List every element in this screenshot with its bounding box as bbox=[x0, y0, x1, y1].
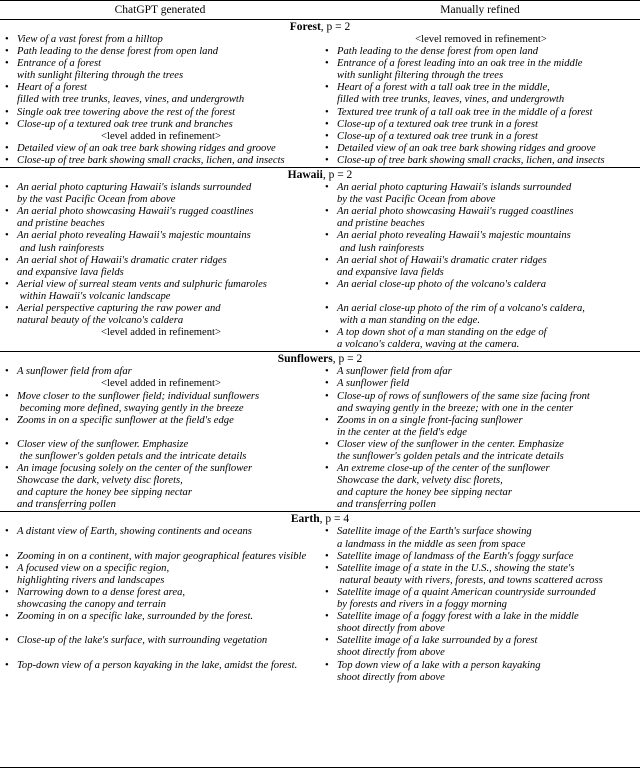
bullet-icon: • bbox=[325, 327, 329, 339]
table-row bbox=[0, 303, 640, 327]
bullet-icon: • bbox=[325, 390, 329, 402]
bullet-icon: • bbox=[325, 635, 329, 647]
prompt-text: Path leading to the dense forest from open land bbox=[17, 46, 219, 58]
bullet-icon: • bbox=[325, 118, 329, 130]
left-cell bbox=[0, 206, 320, 230]
prompt-text: Close-up of a textured oak tree trunk in a forest bbox=[337, 118, 538, 130]
left-cell bbox=[0, 82, 320, 106]
left-cell bbox=[0, 415, 320, 439]
prompt-text: Close-up of a textured oak tree trunk in a forest bbox=[337, 130, 538, 142]
left-cell bbox=[0, 58, 320, 82]
bullet-icon: • bbox=[5, 550, 9, 562]
left-cell bbox=[0, 279, 320, 303]
prompt-text: Heart of a forest filled with tree trunks, leaves, vines, and undergrowth bbox=[17, 82, 245, 106]
bullet-icon: • bbox=[5, 526, 9, 538]
bullet-icon: • bbox=[325, 130, 329, 142]
right-cell bbox=[320, 366, 640, 378]
bullet-icon: • bbox=[325, 230, 329, 242]
section-title bbox=[0, 512, 640, 526]
prompt-text: An aerial shot of Hawaii's dramatic crater ridges and expansive lava fields bbox=[17, 254, 227, 278]
level-note: <level added in refinement> bbox=[101, 130, 221, 142]
left-cell bbox=[0, 46, 320, 58]
left-cell bbox=[0, 587, 320, 611]
table-row bbox=[0, 366, 640, 378]
right-cell bbox=[320, 563, 640, 587]
prompt-text: A focused view on a specific region, highlighting rivers and landscapes bbox=[17, 562, 170, 586]
bullet-icon: • bbox=[5, 635, 9, 647]
bullet-icon: • bbox=[5, 390, 9, 402]
left-cell bbox=[0, 439, 320, 463]
right-cell bbox=[320, 660, 640, 684]
table-row bbox=[0, 279, 640, 303]
right-cell bbox=[320, 526, 640, 550]
left-cell bbox=[0, 303, 320, 327]
section-p-value: , p = 2 bbox=[320, 21, 351, 33]
prompt-text: Zooming in on a specific lake, surrounded by the forest. bbox=[17, 611, 254, 623]
prompt-text: An aerial close-up photo of the volcano's caldera bbox=[337, 278, 547, 290]
bullet-icon: • bbox=[325, 366, 329, 378]
left-cell bbox=[0, 155, 320, 167]
prompt-text: An aerial shot of Hawaii's dramatic crater ridges and expansive lava fields bbox=[337, 254, 547, 278]
left-cell bbox=[0, 463, 320, 511]
section-name: Earth bbox=[290, 513, 320, 526]
bullet-icon: • bbox=[325, 550, 329, 562]
right-cell bbox=[320, 378, 640, 390]
bullet-icon: • bbox=[5, 366, 9, 378]
prompt-text: Single oak tree towering above the rest of the forest bbox=[17, 106, 236, 118]
table-header bbox=[0, 1, 640, 20]
right-cell bbox=[320, 143, 640, 155]
bullet-icon: • bbox=[5, 154, 9, 166]
prompt-text: Zooming in on a continent, with major geographical features visible bbox=[17, 550, 307, 562]
right-cell bbox=[320, 230, 640, 254]
right-cell bbox=[320, 415, 640, 439]
bullet-icon: • bbox=[325, 562, 329, 574]
bullet-icon: • bbox=[325, 586, 329, 598]
right-cell bbox=[320, 46, 640, 58]
left-cell bbox=[0, 119, 320, 131]
bullet-icon: • bbox=[325, 154, 329, 166]
table-row bbox=[0, 378, 640, 390]
bullet-icon: • bbox=[5, 58, 9, 70]
right-cell bbox=[320, 279, 640, 303]
table-row bbox=[0, 563, 640, 587]
right-cell bbox=[320, 551, 640, 563]
prompt-text: Close-up of a textured oak tree trunk and branches bbox=[17, 118, 233, 130]
right-cell bbox=[320, 391, 640, 415]
header-right: Manually refined bbox=[440, 4, 520, 16]
bullet-icon: • bbox=[325, 438, 329, 450]
right-cell bbox=[320, 182, 640, 206]
right-cell bbox=[320, 327, 640, 351]
prompt-text: Satellite image of a foggy forest with a lake in the middle shoot directly from above bbox=[337, 611, 579, 635]
prompt-text: Satellite image of a state in the U.S., showing the state's natural beauty with rivers, forests, and towns scattered across bbox=[337, 562, 603, 586]
bullet-icon: • bbox=[325, 302, 329, 314]
left-cell bbox=[0, 107, 320, 119]
bullet-icon: • bbox=[325, 142, 329, 154]
header-left: ChatGPT generated bbox=[114, 4, 206, 16]
section-hawaii bbox=[0, 167, 640, 351]
prompt-text: Close-up of tree bark showing small cracks, lichen, and insects bbox=[337, 154, 605, 166]
bullet-icon: • bbox=[325, 278, 329, 290]
left-cell bbox=[0, 34, 320, 46]
prompt-text: Zooms in on a specific sunflower at the field's edge bbox=[17, 414, 234, 426]
prompt-text: Textured tree trunk of a tall oak tree in the middle of a forest bbox=[337, 106, 593, 118]
bullet-icon: • bbox=[325, 526, 329, 538]
bullet-icon: • bbox=[325, 254, 329, 266]
left-cell bbox=[0, 366, 320, 378]
prompt-text: Path leading to the dense forest from open land bbox=[337, 46, 539, 58]
bullet-icon: • bbox=[5, 182, 9, 194]
bullet-icon: • bbox=[325, 58, 329, 70]
table-row bbox=[0, 131, 640, 143]
table-row bbox=[0, 611, 640, 635]
level-note: <level added in refinement> bbox=[101, 378, 221, 390]
right-cell bbox=[320, 439, 640, 463]
bullet-icon: • bbox=[325, 46, 329, 58]
section-sunflowers bbox=[0, 351, 640, 511]
left-cell bbox=[0, 526, 320, 550]
bullet-icon: • bbox=[5, 206, 9, 218]
table-row bbox=[0, 551, 640, 563]
level-note: <level removed in refinement> bbox=[415, 34, 547, 45]
prompt-text: Close-up of the lake's surface, with surrounding vegetation bbox=[17, 635, 268, 647]
table-row bbox=[0, 155, 640, 167]
left-cell bbox=[0, 660, 320, 684]
section-earth bbox=[0, 511, 640, 683]
right-cell bbox=[320, 119, 640, 131]
bullet-icon: • bbox=[325, 611, 329, 623]
bullet-icon: • bbox=[5, 463, 9, 475]
bullet-icon: • bbox=[5, 230, 9, 242]
bullet-icon: • bbox=[5, 82, 9, 94]
prompt-text: A distant view of Earth, showing continents and oceans bbox=[17, 526, 252, 538]
bullet-icon: • bbox=[325, 182, 329, 194]
prompt-text: Satellite image of the Earth's surface showing a landmass in the middle as seen from space bbox=[337, 526, 532, 550]
table-row bbox=[0, 230, 640, 254]
section-name: Hawaii bbox=[287, 169, 323, 182]
prompt-text: An aerial photo revealing Hawaii's majestic mountains and lush rainforests bbox=[17, 230, 251, 254]
table-row bbox=[0, 635, 640, 659]
prompt-text: An aerial photo revealing Hawaii's majestic mountains and lush rainforests bbox=[337, 230, 571, 254]
right-cell bbox=[320, 34, 640, 46]
section-name: Sunflowers bbox=[277, 353, 333, 366]
prompt-text: A sunflower field from afar bbox=[337, 366, 452, 378]
table-row bbox=[0, 327, 640, 351]
table-row bbox=[0, 34, 640, 46]
prompt-text: Top-down view of a person kayaking in the lake, amidst the forest. bbox=[17, 659, 298, 671]
bullet-icon: • bbox=[5, 254, 9, 266]
right-cell bbox=[320, 635, 640, 659]
table-row bbox=[0, 206, 640, 230]
left-cell bbox=[0, 255, 320, 279]
bullet-icon: • bbox=[5, 34, 9, 45]
right-cell bbox=[320, 255, 640, 279]
table-row bbox=[0, 415, 640, 439]
section-forest bbox=[0, 20, 640, 167]
bullet-icon: • bbox=[325, 659, 329, 671]
left-cell bbox=[0, 327, 320, 351]
right-cell bbox=[320, 107, 640, 119]
bullet-icon: • bbox=[325, 206, 329, 218]
bullet-icon: • bbox=[5, 438, 9, 450]
table-row bbox=[0, 46, 640, 58]
section-title bbox=[0, 352, 640, 366]
left-cell bbox=[0, 611, 320, 635]
table-body bbox=[0, 20, 640, 684]
table-row bbox=[0, 119, 640, 131]
prompt-text: An aerial photo capturing Hawaii's islands surrounded by the vast Pacific Ocean from above bbox=[337, 182, 572, 206]
level-note: <level added in refinement> bbox=[101, 327, 221, 339]
table-row bbox=[0, 391, 640, 415]
prompt-text: Satellite image of landmass of the Earth's foggy surface bbox=[337, 550, 574, 562]
prompt-text: Closer view of the sunflower. Emphasize the sunflower's golden petals and the intricate details bbox=[17, 438, 247, 462]
prompt-text: Top down view of a lake with a person kayaking shoot directly from above bbox=[337, 659, 541, 683]
bullet-icon: • bbox=[5, 586, 9, 598]
prompt-text: Aerial view of surreal steam vents and sulphuric fumaroles within Hawaii's volcanic landscape bbox=[17, 278, 267, 302]
left-cell bbox=[0, 131, 320, 143]
bullet-icon: • bbox=[5, 118, 9, 130]
right-cell bbox=[320, 155, 640, 167]
prompt-text: Closer view of the sunflower in the center. Emphasize the sunflower's golden petals and the intricate details bbox=[337, 438, 564, 462]
section-p-value: , p = 2 bbox=[332, 353, 363, 366]
section-name: Forest bbox=[289, 21, 321, 33]
left-cell bbox=[0, 635, 320, 659]
prompt-text: Entrance of a forest leading into an oak tree in the middle with sunlight filtering through the trees bbox=[337, 58, 583, 82]
left-cell bbox=[0, 391, 320, 415]
prompt-text: Close-up of rows of sunflowers of the same size facing front and swaying gently in the breeze; with one in the center bbox=[337, 390, 590, 414]
prompt-text: A sunflower field bbox=[337, 378, 410, 390]
table-row bbox=[0, 182, 640, 206]
table-row bbox=[0, 107, 640, 119]
right-cell bbox=[320, 303, 640, 327]
prompt-text: An image focusing solely on the center of the sunflower Showcase the dark, velvety disc florets, and capture the honey bee sipping nectar and transferring pollen bbox=[17, 463, 253, 511]
prompt-text: Detailed view of an oak tree bark showing ridges and groove bbox=[337, 142, 596, 154]
bullet-icon: • bbox=[5, 106, 9, 118]
prompt-text: View of a vast forest from a hilltop bbox=[17, 34, 163, 45]
prompt-text: A sunflower field from afar bbox=[17, 366, 132, 378]
prompt-text: Zooms in on a single front-facing sunflower in the center at the field's edge bbox=[337, 414, 523, 438]
bullet-icon: • bbox=[325, 106, 329, 118]
bullet-icon: • bbox=[325, 82, 329, 94]
prompt-text: Satellite image of a quaint American countryside surrounded by forests and rivers in a foggy morning bbox=[337, 586, 596, 611]
prompt-text: A top down shot of a man standing on the edge of a volcano's caldera, waving at the camera. bbox=[337, 327, 547, 351]
prompt-text: An aerial close-up photo of the rim of a volcano's caldera, with a man standing on the edge. bbox=[337, 302, 585, 327]
left-cell bbox=[0, 551, 320, 563]
left-cell bbox=[0, 378, 320, 390]
table-row bbox=[0, 255, 640, 279]
bullet-icon: • bbox=[5, 414, 9, 426]
right-cell bbox=[320, 131, 640, 143]
bullet-icon: • bbox=[325, 378, 329, 390]
table-row bbox=[0, 439, 640, 463]
prompt-text: Entrance of a forest with sunlight filtering through the trees bbox=[17, 58, 184, 82]
section-title bbox=[0, 20, 640, 34]
table-row bbox=[0, 463, 640, 511]
section-title bbox=[0, 168, 640, 182]
table-row bbox=[0, 82, 640, 106]
bullet-icon: • bbox=[325, 463, 329, 475]
right-cell bbox=[320, 611, 640, 635]
bullet-icon: • bbox=[5, 562, 9, 574]
left-cell bbox=[0, 182, 320, 206]
prompt-text: Close-up of tree bark showing small cracks, lichen, and insects bbox=[17, 154, 285, 166]
table-row bbox=[0, 58, 640, 82]
prompt-text: Aerial perspective capturing the raw power and natural beauty of the volcano's caldera bbox=[17, 302, 221, 327]
left-cell bbox=[0, 563, 320, 587]
bullet-icon: • bbox=[5, 46, 9, 58]
bullet-icon: • bbox=[5, 659, 9, 671]
prompt-text: Satellite image of a lake surrounded by a forest shoot directly from above bbox=[337, 635, 538, 659]
prompt-text: An aerial photo capturing Hawaii's islands surrounded by the vast Pacific Ocean from above bbox=[17, 182, 252, 206]
prompt-text: Move closer to the sunflower field; individual sunflowers becoming more defined, swaying gently in the breeze bbox=[17, 390, 260, 414]
left-cell bbox=[0, 143, 320, 155]
prompt-text: An aerial photo showcasing Hawaii's rugged coastlines and pristine beaches bbox=[17, 206, 254, 230]
right-cell bbox=[320, 587, 640, 611]
table-row bbox=[0, 587, 640, 611]
bullet-icon: • bbox=[5, 142, 9, 154]
section-p-value: , p = 4 bbox=[319, 513, 350, 526]
prompt-text: An extreme close-up of the center of the sunflower Showcase the dark, velvety disc florets, and capture the honey bee sipping nectar and transferring pollen bbox=[337, 463, 550, 511]
right-cell bbox=[320, 206, 640, 230]
right-cell bbox=[320, 82, 640, 106]
prompt-text: Heart of a forest with a tall oak tree in the middle, filled with tree trunks, leaves, vines, and undergrowth bbox=[337, 82, 565, 106]
bullet-icon: • bbox=[5, 611, 9, 623]
bullet-icon: • bbox=[5, 278, 9, 290]
left-cell bbox=[0, 230, 320, 254]
right-cell bbox=[320, 58, 640, 82]
prompt-text: Detailed view of an oak tree bark showing ridges and groove bbox=[17, 142, 276, 154]
table-row bbox=[0, 526, 640, 550]
bullet-icon: • bbox=[5, 302, 9, 314]
table-row bbox=[0, 660, 640, 684]
section-p-value: , p = 2 bbox=[322, 169, 353, 182]
table-row bbox=[0, 143, 640, 155]
prompt-text: An aerial photo showcasing Hawaii's rugged coastlines and pristine beaches bbox=[337, 206, 574, 230]
right-cell bbox=[320, 463, 640, 511]
bullet-icon: • bbox=[325, 414, 329, 426]
prompt-text: Narrowing down to a dense forest area, showcasing the canopy and terrain bbox=[17, 586, 186, 611]
